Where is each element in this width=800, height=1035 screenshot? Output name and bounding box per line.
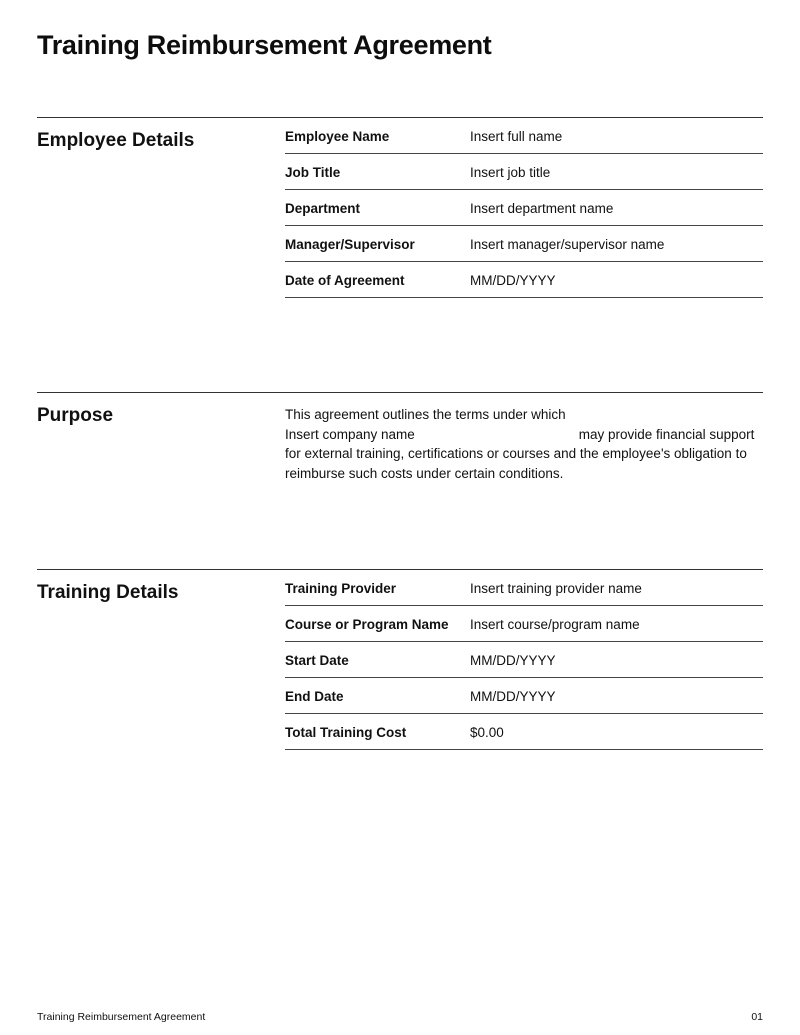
employee-details-table xyxy=(285,118,763,298)
purpose-text-after: may provide financial support for external training, certifications or courses and the employee's obligation to reimburse such costs under certain conditions. xyxy=(285,426,755,481)
training-details-heading: Training Details xyxy=(37,582,179,603)
job-title-row xyxy=(285,154,763,190)
training-provider-field[interactable]: Insert training provider name xyxy=(470,580,642,596)
manager-supervisor-row xyxy=(285,226,763,262)
company-name-field[interactable]: Insert company name xyxy=(285,426,415,442)
manager-supervisor-field[interactable]: Insert manager/supervisor name xyxy=(470,236,665,252)
start-date-label: Start Date xyxy=(285,652,349,668)
training-details-table xyxy=(285,570,763,750)
employee-name-field[interactable]: Insert full name xyxy=(470,128,563,144)
department-field[interactable]: Insert department name xyxy=(470,200,614,216)
purpose-paragraph xyxy=(285,405,763,483)
training-details-section xyxy=(37,569,763,752)
start-date-field[interactable]: MM/DD/YYYY xyxy=(470,652,556,668)
employee-name-label: Employee Name xyxy=(285,128,390,144)
end-date-row xyxy=(285,678,763,714)
date-of-agreement-field[interactable]: MM/DD/YYYY xyxy=(470,272,556,288)
purpose-section xyxy=(37,392,763,502)
start-date-row xyxy=(285,642,763,678)
department-label: Department xyxy=(285,200,361,216)
date-of-agreement-row xyxy=(285,262,763,298)
total-training-cost-label: Total Training Cost xyxy=(285,724,407,740)
purpose-text-before: This agreement outlines the terms under which xyxy=(285,407,566,422)
manager-supervisor-label: Manager/Supervisor xyxy=(285,236,415,252)
purpose-heading: Purpose xyxy=(37,405,114,426)
document-title: Training Reimbursement Agreement xyxy=(37,30,492,60)
course-program-field[interactable]: Insert course/program name xyxy=(470,616,640,632)
end-date-field[interactable]: MM/DD/YYYY xyxy=(470,688,556,704)
total-training-cost-field[interactable]: $0.00 xyxy=(470,724,504,740)
course-program-row xyxy=(285,606,763,642)
employee-details-section xyxy=(37,117,763,300)
training-provider-label: Training Provider xyxy=(285,580,397,596)
page-number: 01 xyxy=(751,1011,763,1023)
end-date-label: End Date xyxy=(285,688,344,704)
employee-name-row xyxy=(285,118,763,154)
total-training-cost-row xyxy=(285,714,763,750)
date-of-agreement-label: Date of Agreement xyxy=(285,272,405,288)
job-title-field[interactable]: Insert job title xyxy=(470,164,551,180)
training-provider-row xyxy=(285,570,763,606)
job-title-label: Job Title xyxy=(285,164,341,180)
department-row xyxy=(285,190,763,226)
employee-details-heading: Employee Details xyxy=(37,130,195,151)
course-program-label: Course or Program Name xyxy=(285,616,449,632)
footer-document-title: Training Reimbursement Agreement xyxy=(37,1011,206,1023)
